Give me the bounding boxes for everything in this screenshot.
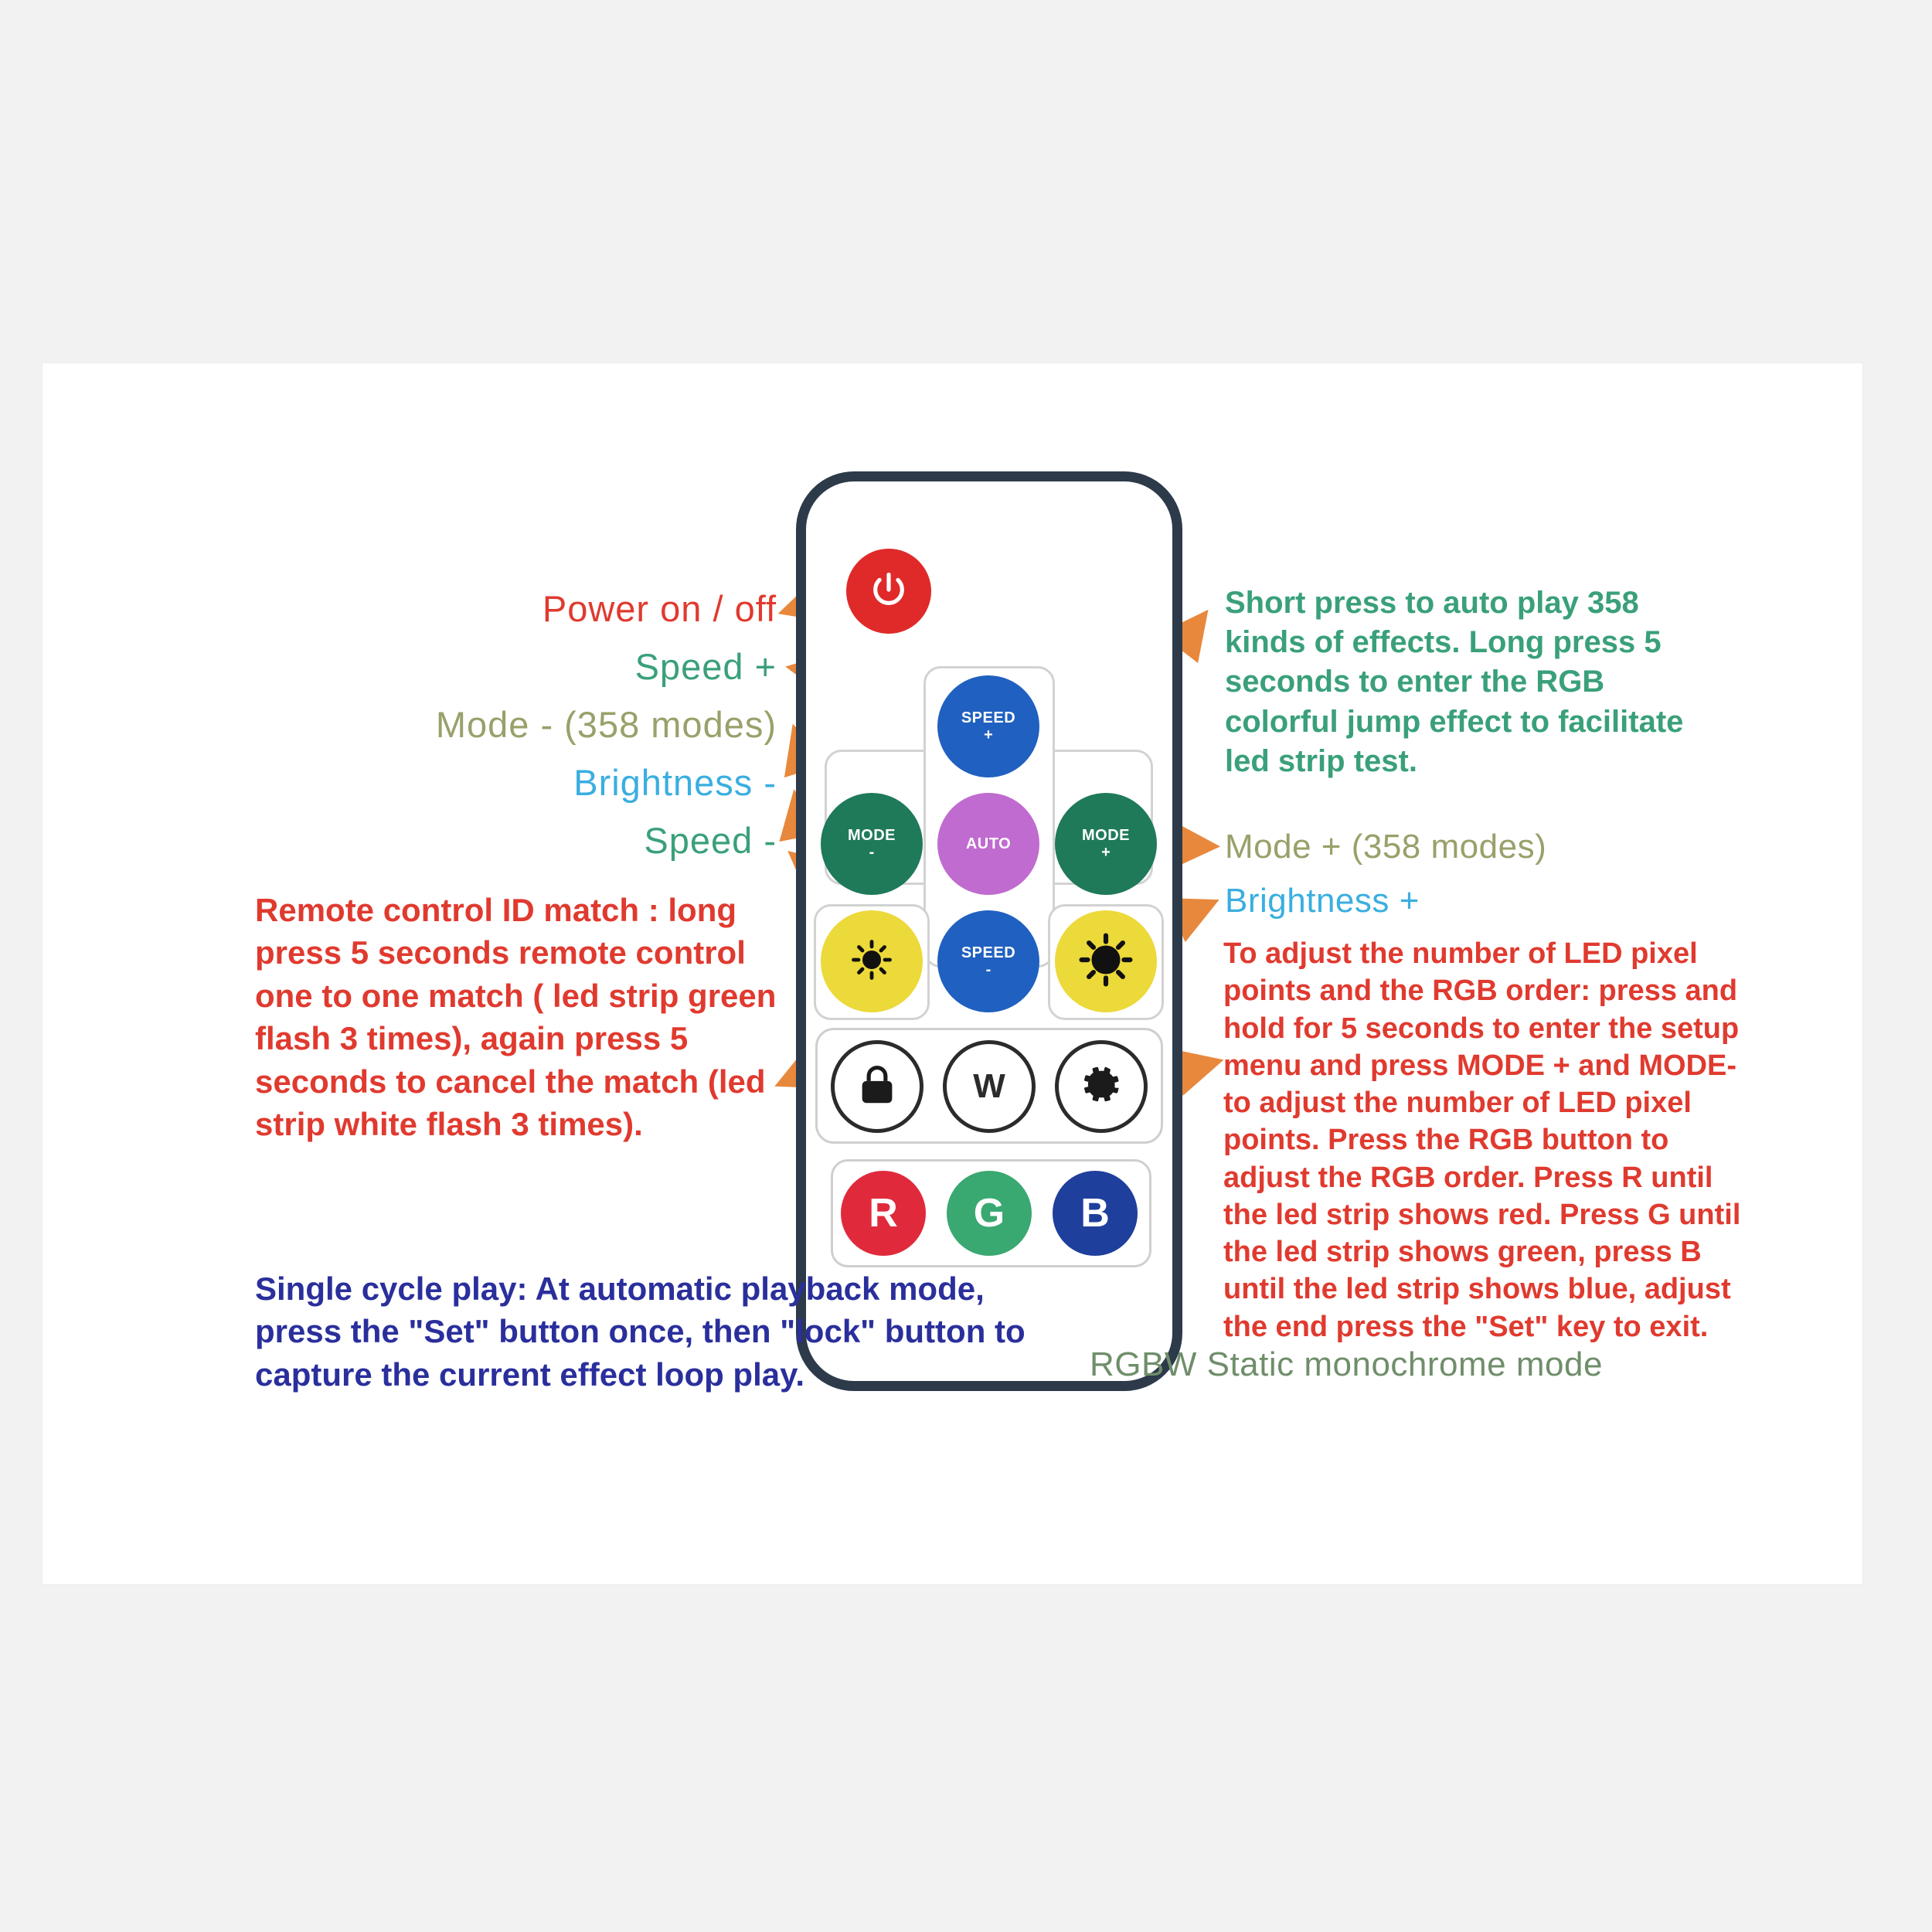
- green-label: G: [973, 1191, 1005, 1236]
- callout-single-cycle-play: Single cycle play: At automatic playback mode, press the "Set" button once, then "lock" button to capture the current effect loop play.: [255, 1270, 1026, 1393]
- callout-mode-plus: Mode + (358 modes): [1225, 828, 1547, 866]
- white-button[interactable]: [943, 1040, 1036, 1133]
- instruction-card: [43, 363, 1862, 1584]
- callout-brightness-plus: Brightness +: [1225, 882, 1420, 920]
- red-label: R: [869, 1191, 898, 1236]
- auto-label: AUTO: [965, 835, 1012, 852]
- callout-auto-play: Short press to auto play 358 kinds of effects. Long press 5 seconds to enter the RGB colorful jump effect to facilitate led strip test.: [1225, 586, 1684, 778]
- speed-minus-label: SPEED: [961, 944, 1016, 961]
- speed-minus-button[interactable]: [937, 910, 1039, 1012]
- callout-power: Power on / off: [542, 588, 777, 629]
- mode-plus-button[interactable]: [1055, 793, 1157, 895]
- power-button[interactable]: [846, 549, 931, 634]
- blue-button[interactable]: [1053, 1171, 1138, 1256]
- power-icon: [869, 570, 909, 613]
- brightness-minus-button[interactable]: [821, 910, 923, 1012]
- mode-plus-sign: +: [1101, 844, 1111, 861]
- blue-label: B: [1080, 1191, 1110, 1236]
- callout-speed-plus: Speed +: [634, 646, 777, 687]
- speed-minus-sign: -: [985, 961, 992, 978]
- white-label: W: [973, 1067, 1005, 1105]
- mode-minus-button[interactable]: [821, 793, 923, 895]
- callout-rgbw-static: RGBW Static monochrome mode: [1090, 1345, 1603, 1383]
- lock-button[interactable]: [831, 1040, 923, 1133]
- sun-big-icon: [1077, 931, 1134, 992]
- speed-plus-label: SPEED: [961, 709, 1016, 726]
- callout-remote-id-match: Remote control ID match : long press 5 seconds remote control one to one match ( led strip green flash 3 times), again press 5 seconds to cancel the match (led strip white flash 3 times).: [255, 892, 777, 1143]
- mode-minus-sign: -: [869, 844, 875, 861]
- gear-icon: [1077, 1061, 1125, 1112]
- set-button[interactable]: [1055, 1040, 1148, 1133]
- auto-button[interactable]: [937, 793, 1039, 895]
- brightness-plus-button[interactable]: [1055, 910, 1157, 1012]
- callout-speed-minus: Speed -: [644, 820, 777, 861]
- callout-mode-minus: Mode - (358 modes): [435, 704, 777, 745]
- speed-plus-button[interactable]: [937, 675, 1039, 777]
- speed-plus-sign: +: [984, 726, 993, 743]
- mode-minus-label: MODE: [848, 827, 896, 844]
- lock-icon: [853, 1061, 901, 1112]
- callout-brightness-minus: Brightness -: [573, 762, 777, 803]
- red-button[interactable]: [841, 1171, 926, 1256]
- sun-small-icon: [847, 935, 896, 988]
- green-button[interactable]: [947, 1171, 1032, 1256]
- mode-plus-label: MODE: [1082, 827, 1130, 844]
- callout-setup-menu: To adjust the number of LED pixel points and the RGB order: press and hold for 5 seconds to enter the setup menu and press MODE + and MODE- to adjust the number of LED pixel points. Press the RGB button to adjust the RGB order. Press R until the led strip shows red. Press G until the led strip shows green, press B until the led strip shows blue, adjust the end press the "Set" key to exit.: [1223, 937, 1741, 1343]
